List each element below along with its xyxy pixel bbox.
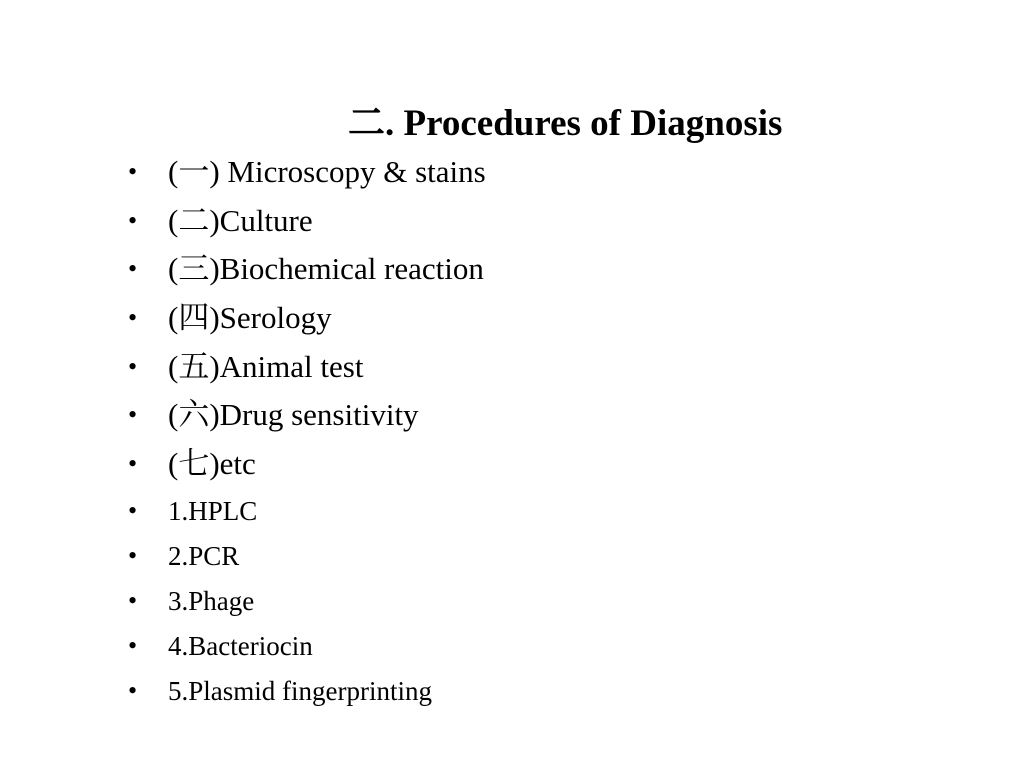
bullet-text: (三)Biochemical reaction [168, 251, 484, 287]
bullet-icon: • [128, 540, 138, 570]
bullet-item-bacteriocin [128, 624, 486, 669]
bullet-text: 3.Phage [168, 585, 255, 616]
bullet-item-animal-test [128, 343, 486, 392]
bullet-item-phage [128, 579, 486, 624]
bullet-item-etc [128, 440, 486, 489]
bullet-item-microscopy [128, 148, 486, 197]
slide-title: 二. Procedures of Diagnosis [348, 103, 783, 144]
bullet-item-hplc [128, 489, 486, 534]
bullet-icon: • [128, 205, 138, 235]
bullet-text: 4.Bacteriocin [168, 630, 313, 661]
bullet-item-culture [128, 197, 486, 246]
bullet-text: (五)Animal test [168, 348, 364, 384]
bullet-icon: • [128, 400, 138, 430]
bullet-list [128, 148, 486, 714]
bullet-icon: • [128, 254, 138, 284]
bullet-text: (六)Drug sensitivity [168, 397, 419, 433]
bullet-text: (二)Culture [168, 202, 313, 238]
bullet-icon: • [128, 303, 138, 333]
bullet-icon: • [128, 630, 138, 660]
bullet-item-drug-sensitivity [128, 391, 486, 440]
bullet-text: 1.HPLC [168, 495, 258, 526]
bullet-item-plasmid-fingerprinting [128, 669, 486, 714]
bullet-icon: • [128, 351, 138, 381]
bullet-text: 5.Plasmid fingerprinting [168, 675, 432, 706]
bullet-icon: • [128, 495, 138, 525]
bullet-text: 2.PCR [168, 540, 240, 571]
bullet-item-pcr [128, 534, 486, 579]
bullet-text: (七)etc [168, 446, 256, 482]
bullet-icon: • [128, 585, 138, 615]
bullet-item-biochemical [128, 245, 486, 294]
bullet-item-serology [128, 294, 486, 343]
bullet-icon: • [128, 157, 138, 186]
bullet-icon: • [128, 449, 138, 479]
bullet-icon: • [128, 675, 138, 705]
bullet-text: (四)Serology [168, 300, 332, 336]
bullet-text: (一) Microscopy & stains [168, 154, 486, 189]
